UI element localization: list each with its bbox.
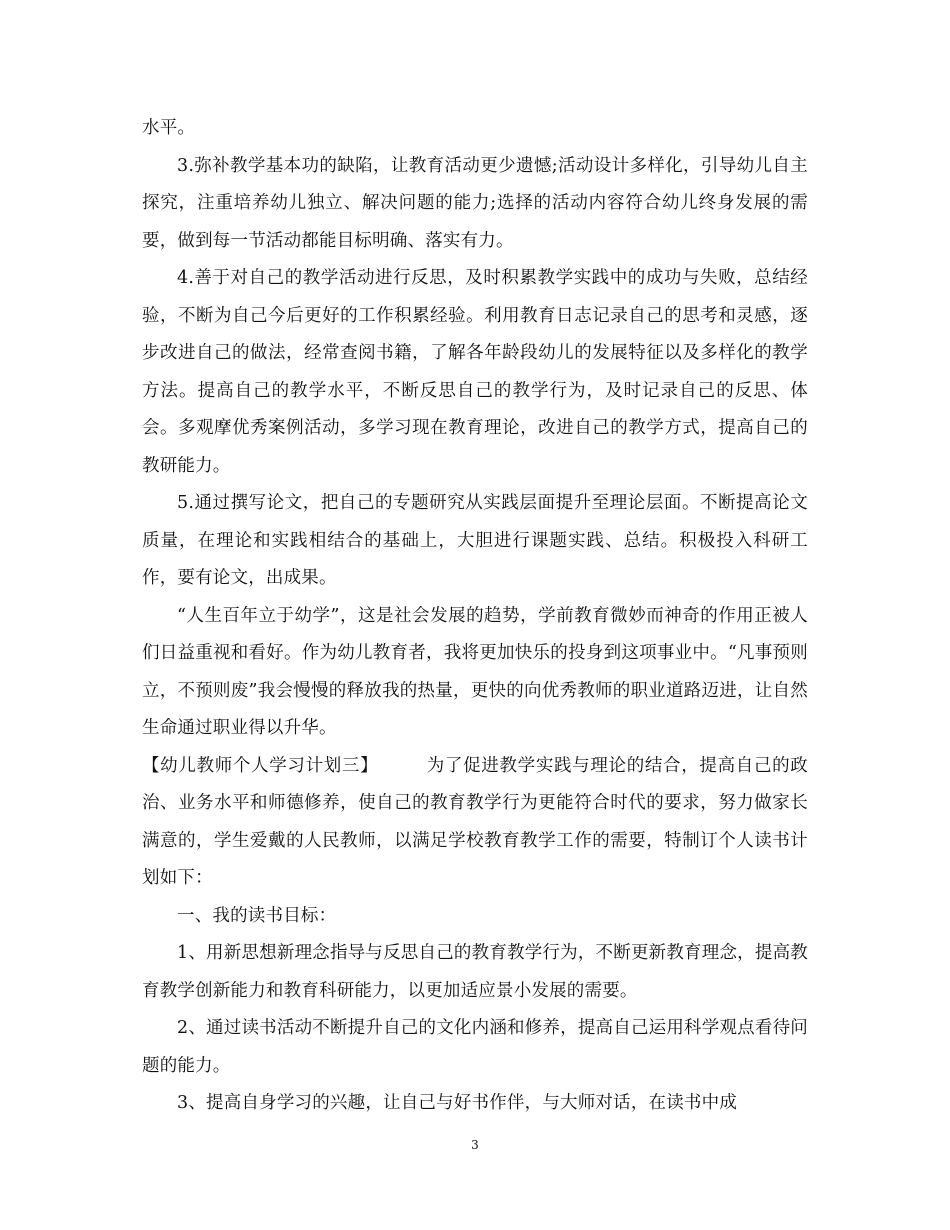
section-paragraph	[142, 748, 808, 898]
goals-title: 一、我的读书目标：	[177, 905, 337, 926]
goal-item-1: 1、用新思想新理念指导与反思自己的教育教学行为，不断更新教育理念，提高教育教学创新能力和教育科研能力，以更加适应景小发展的需要。	[142, 943, 808, 1001]
paragraph-continuation: 水平。	[142, 118, 196, 138]
section-intro: 为了促进教学实践与理论的结合，提高自己的政治、业务水平和师德修养，使自己的教育教学行为更能符合时代的要求，努力做家长满意的，学生爱戴的人民教师，以满足学校教育教学工作的需要，特制订个人读书计划如下：	[142, 755, 808, 888]
goal-item-3: 3、提高自身学习的兴趣，让自己与好书作伴，与大师对话，在读书中成	[177, 1093, 738, 1113]
paragraph-item-3: 3.弥补教学基本功的缺陷，让教育活动更少遗憾;活动设计多样化，引导幼儿自主探究，注重培养幼儿独立、解决问题的能力;选择的活动内容符合幼儿终身发展的需要，做到每一节活动都能目标明确、落实有力。	[142, 155, 808, 251]
paragraph-item-4: 4.善于对自己的教学活动进行反思，及时积累教学实践中的成功与失败，总结经验，不断为自己今后更好的工作积累经验。利用教育日志记录自己的思考和灵感，逐步改进自己的做法，经常查阅书籍，了解各年龄段幼儿的发展特征以及多样化的教学方法。提高自己的教学水平，不断反思自己的教学行为，及时记录自己的反思、体会。多观摩优秀案例活动，多学习现在教育理论，改进自己的教学方式，提高自己的教研能力。	[142, 268, 808, 476]
paragraph-item-5: 5.通过撰写论文，把自己的专题研究从实践层面提升至理论层面。不断提高论文质量，在理论和实践相结合的基础上，大胆进行课题实践、总结。积极投入科研工作，要有论文，出成果。	[142, 493, 808, 588]
goal-item-2: 2、通过读书活动不断提升自己的文化内涵和修养，提高自己运用科学观点看待问题的能力。	[142, 1018, 808, 1076]
section-heading: 【幼儿教师个人学习计划三】	[142, 755, 379, 776]
document-body	[142, 110, 808, 1123]
paragraph-closing: “人生百年立于幼学”，这是社会发展的趋势，学前教育微妙而神奇的作用正被人们日益重视和看好。作为幼儿教育者，我将更加快乐的投身到这项事业中。“凡事预则立，不预则废”我会慢慢的释放我的热量，更快的向优秀教师的职业道路迈进，让自然生命通过职业得以升华。	[142, 605, 808, 738]
page-number: 3	[471, 1138, 479, 1152]
